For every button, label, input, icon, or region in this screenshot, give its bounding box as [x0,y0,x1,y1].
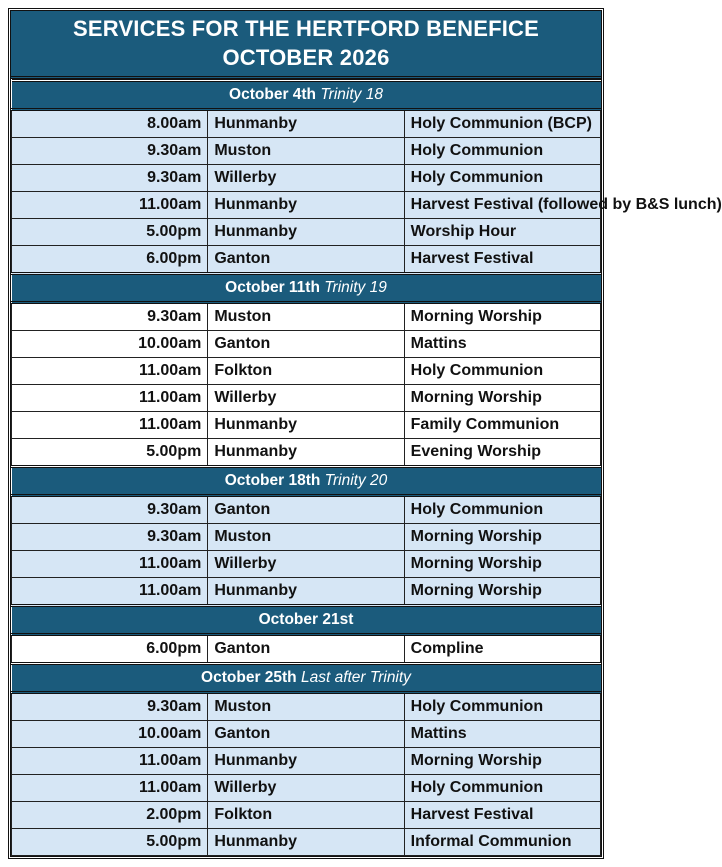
service-place: Ganton [208,496,404,524]
service-name: Harvest Festival (followed by B&S lunch) [404,192,600,219]
service-time: 9.30am [12,303,208,331]
service-place: Hunmanby [208,110,404,138]
service-time: 9.30am [12,524,208,551]
service-time: 11.00am [12,748,208,775]
service-place: Hunmanby [208,439,404,467]
service-place: Ganton [208,721,404,748]
service-name: Morning Worship [404,551,600,578]
service-time: 2.00pm [12,802,208,829]
section-occasion: Trinity 19 [324,279,387,296]
section-header-cell [12,664,601,693]
service-row [12,358,601,385]
service-name: Morning Worship [404,385,600,412]
section-date: October 25th [201,669,297,686]
service-name: Informal Communion [404,829,600,856]
service-sheet [8,8,722,859]
service-time: 5.00pm [12,219,208,246]
service-time: 9.30am [12,693,208,721]
service-place: Hunmanby [208,748,404,775]
service-row [12,693,601,721]
service-place: Muston [208,138,404,165]
service-name: Mattins [404,721,600,748]
section-header-cell [12,606,601,635]
section-header [12,81,601,110]
service-name: Holy Communion [404,358,600,385]
service-time: 6.00pm [12,635,208,664]
service-row [12,721,601,748]
service-place: Hunmanby [208,412,404,439]
service-time: 9.30am [12,138,208,165]
section-occasion: Trinity 20 [324,472,388,489]
service-time: 10.00am [12,721,208,748]
sheet-title [11,11,601,79]
service-row [12,748,601,775]
service-name: Holy Communion [404,775,600,802]
service-name: Mattins [404,331,600,358]
service-row [12,775,601,802]
service-name: Holy Communion [404,138,600,165]
section-header-cell [12,81,601,110]
service-name: Morning Worship [404,748,600,775]
service-name: Holy Communion [404,693,600,721]
service-row [12,829,601,856]
service-time: 9.30am [12,165,208,192]
service-place: Folkton [208,358,404,385]
section-header-cell [12,467,601,496]
service-name: Worship Hour [404,219,600,246]
service-place: Muston [208,303,404,331]
service-place: Willerby [208,775,404,802]
service-place: Hunmanby [208,192,404,219]
service-time: 5.00pm [12,439,208,467]
service-row [12,802,601,829]
service-row [12,524,601,551]
service-row [12,219,601,246]
service-place: Ganton [208,635,404,664]
service-time: 5.00pm [12,829,208,856]
service-place: Ganton [208,331,404,358]
service-row [12,385,601,412]
section-occasion: Trinity 18 [320,86,383,103]
service-time: 11.00am [12,358,208,385]
service-place: Willerby [208,551,404,578]
service-row [12,331,601,358]
section-date: October 11th [225,279,320,296]
service-time: 11.00am [12,192,208,219]
service-row [12,439,601,467]
service-row [12,496,601,524]
service-place: Hunmanby [208,219,404,246]
service-place: Hunmanby [208,829,404,856]
service-place: Muston [208,693,404,721]
service-name: Family Communion [404,412,600,439]
service-place: Willerby [208,385,404,412]
title-line-2: OCTOBER 2026 [222,45,390,70]
service-name: Morning Worship [404,578,600,606]
service-name: Evening Worship [404,439,600,467]
section-date: October 18th [224,472,321,489]
service-time: 11.00am [12,775,208,802]
service-place: Muston [208,524,404,551]
service-name: Holy Communion [404,496,600,524]
service-row [12,303,601,331]
service-time: 9.30am [12,496,208,524]
service-name: Harvest Festival [404,802,600,829]
service-row [12,412,601,439]
service-name: Compline [404,635,600,664]
section-date: October 4th [229,86,317,103]
section-header [12,467,601,496]
service-time: 11.00am [12,412,208,439]
service-place: Ganton [208,246,404,274]
service-name: Holy Communion [404,165,600,192]
service-name: Holy Communion (BCP) [404,110,600,138]
service-time: 10.00am [12,331,208,358]
section-date: October 21st [258,611,354,628]
section-header [12,274,601,303]
service-row [12,246,601,274]
services-table [11,79,722,856]
service-row [12,192,601,219]
service-row [12,110,601,138]
service-place: Hunmanby [208,578,404,606]
service-time: 11.00am [12,385,208,412]
service-time: 11.00am [12,578,208,606]
service-name: Morning Worship [404,524,600,551]
service-name: Harvest Festival [404,246,600,274]
title-line-1: SERVICES FOR THE HERTFORD BENEFICE [73,16,539,41]
service-row [12,635,601,664]
section-header-cell [12,274,601,303]
service-row [12,138,601,165]
service-row [12,578,601,606]
service-row [12,551,601,578]
service-place: Folkton [208,802,404,829]
section-header [12,664,601,693]
service-time: 8.00am [12,110,208,138]
section-occasion: Last after Trinity [300,669,411,686]
service-name: Morning Worship [404,303,600,331]
section-header [12,606,601,635]
service-place: Willerby [208,165,404,192]
service-time: 6.00pm [12,246,208,274]
service-row [12,165,601,192]
service-time: 11.00am [12,551,208,578]
